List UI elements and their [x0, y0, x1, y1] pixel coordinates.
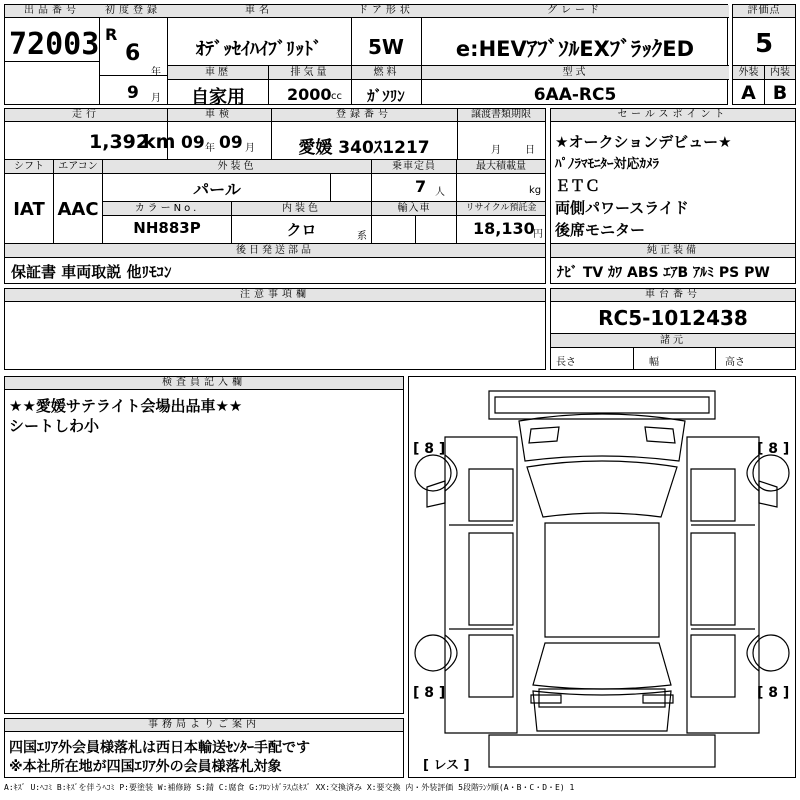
interior-color: クロ [286, 221, 317, 239]
grade-label: グレード [421, 5, 729, 18]
office-line: ※本社所在地が四国ｴﾘｱ外の会員様落札対象 [9, 759, 282, 775]
interior-grade: B [772, 82, 788, 104]
color-label: 外装色 [103, 160, 371, 173]
capacity-unit: 人 [435, 187, 445, 198]
lot-label: 出品番号 [5, 5, 99, 18]
first-reg-label: 初度登録 [99, 5, 167, 18]
equipment-item: PW [744, 265, 770, 281]
details-block [4, 108, 546, 284]
lot-number: 72003 [9, 27, 100, 62]
shift-label: シフト [5, 160, 53, 173]
inspection-label: 車検 [167, 109, 271, 122]
mileage-label: 走行 [5, 109, 167, 122]
selling-points-label: セールスポイント [551, 109, 795, 122]
car-name-label: 車名 [167, 5, 351, 18]
model-label: 型式 [422, 66, 729, 79]
capacity: 7 [415, 177, 427, 196]
registration-number: 愛媛 340ｽ1217 [298, 138, 430, 158]
load-label: 最大積載量 [457, 160, 545, 173]
equipment-item: ｶﾜ [608, 265, 623, 281]
inspector-block [4, 376, 404, 714]
notes-block [4, 288, 546, 370]
int-color-label: 内装色 [232, 202, 371, 215]
chassis-number: RC5-1012438 [598, 306, 748, 330]
recycle-unit: 円 [533, 229, 543, 240]
equipment-item: ABS [627, 265, 659, 281]
year-unit: 年 [151, 67, 161, 78]
office-label: 事務局よりご案内 [5, 719, 403, 732]
tyre-mark-front-left: [ 8 ] [413, 441, 446, 457]
ac-label: エアコン [54, 160, 102, 173]
equipment-item: TV [582, 265, 604, 281]
exterior-color: パール [193, 180, 241, 199]
selling-points-block [550, 108, 796, 284]
selling-point: ﾊﾟﾉﾗﾏﾓﾆﾀｰ対応ｶﾒﾗ [555, 157, 660, 172]
equipment-item: ｴｱB [663, 265, 689, 281]
height-label: 高さ [725, 357, 745, 368]
car-name: ｵﾃﾞｯｾｲﾊｲﾌﾞﾘｯﾄﾞ [196, 39, 322, 60]
notes-label: 注意事項欄 [5, 289, 545, 302]
import-label: 輸入車 [372, 202, 456, 215]
equipment-item: ｱﾙﾐ [693, 265, 715, 281]
transfer-day: 日 [525, 145, 535, 156]
car-diagram [409, 377, 795, 777]
tyre-mark-rear-right: [ 8 ] [757, 685, 790, 701]
selling-point: ＥＴＣ [555, 177, 601, 195]
equipment-list [557, 262, 770, 282]
selling-point: 両側パワースライド [555, 199, 689, 217]
grade: e:HEVｱﾌﾞｿﾙEXﾌﾞﾗｯｸED [455, 37, 695, 61]
chassis-label: 車台番号 [551, 289, 795, 302]
equipment-label: 純正装備 [551, 244, 795, 257]
interior-color-unit: 系 [357, 231, 367, 242]
score-block [732, 4, 796, 105]
displacement-label: 排気量 [269, 66, 351, 79]
ac: AAC [57, 199, 99, 220]
exterior-label: 外装 [733, 66, 764, 79]
month-unit: 月 [151, 93, 161, 104]
transfer-label: 譲渡書類期限 [457, 109, 545, 122]
history: 自家用 [191, 87, 245, 108]
displacement-unit: cc [331, 91, 342, 102]
color-no-label: カラーNo. [103, 202, 231, 215]
equipment-item: ﾅﾋﾞ [557, 265, 578, 281]
recycle-label: リサイクル預託金 [457, 202, 545, 215]
header-block [4, 4, 728, 108]
fuel: ｶﾞｿﾘﾝ [367, 87, 405, 105]
mileage-unit: km [143, 131, 176, 153]
selling-point: ★オークションデビュー★ [555, 133, 732, 151]
inspection-month-unit: 月 [245, 143, 255, 154]
office-line: 四国ｴﾘｱ外会員様落札は西日本輸送ｾﾝﾀｰ手配です [9, 740, 310, 756]
inspector-line: シートしわ小 [9, 417, 100, 435]
spare-tyre-mark: [ レス ] [423, 758, 470, 773]
door-label: ドア形状 [351, 5, 421, 18]
door-type: 5W [368, 35, 404, 59]
model: 6AA-RC5 [533, 85, 617, 105]
inspector-line: ★★愛媛サテライト会場出品車★★ [9, 397, 243, 415]
tyre-mark-front-right: [ 8 ] [757, 441, 790, 457]
inspection-year: 09 [181, 133, 205, 153]
tyre-mark-rear-left: [ 8 ] [413, 685, 446, 701]
exterior-grade: A [741, 82, 756, 104]
inspection-month: 09 [219, 133, 243, 153]
office-block [4, 718, 404, 778]
chassis-block [550, 288, 796, 370]
width-label: 幅 [649, 357, 659, 368]
score-label: 評価点 [733, 5, 795, 18]
legend: A:ｷｽﾞ U:ﾍｺﾐ B:ｷｽﾞを伴うﾍｺﾐ P:要塗装 W:補修跡 S:錆 C:腐食 G:ﾌﾛﾝﾄｶﾞﾗｽ点ｷｽﾞ XX:交換済み X:要交換 内・外装評価 5段階ﾗﾝｸ順(A・B・C・D・E) 1 [4, 783, 575, 792]
selling-point: 後席モニター [555, 221, 646, 239]
mileage: 1,392 [89, 131, 150, 153]
transfer-month: 月 [491, 145, 501, 156]
inspector-label: 検査員記入欄 [5, 377, 403, 390]
reg-year: 6 [125, 41, 141, 66]
displacement: 2000 [287, 85, 332, 104]
later-parts-label: 後日発送部品 [5, 244, 545, 257]
car-diagram-block [408, 376, 796, 778]
length-label: 長さ [556, 357, 576, 368]
capacity-label: 乗車定員 [372, 160, 456, 173]
equipment-item: PS [718, 265, 740, 281]
interior-label: 内装 [765, 66, 795, 79]
score: 5 [754, 29, 774, 59]
era: R [105, 25, 118, 44]
load-unit: kg [529, 185, 542, 196]
history-label: 車歴 [168, 66, 268, 79]
color-number: NH883P [133, 219, 201, 237]
recycle-fee: 18,130 [473, 219, 535, 238]
reg-label: 登録番号 [271, 109, 457, 122]
fuel-label: 燃料 [352, 66, 421, 79]
reg-month: 9 [127, 83, 139, 103]
shift: IAT [13, 199, 45, 220]
dims-label: 諸元 [551, 334, 795, 347]
inspection-year-unit: 年 [205, 143, 215, 154]
later-parts: 保証書 車両取説 他ﾘﾓｺﾝ [11, 263, 172, 281]
